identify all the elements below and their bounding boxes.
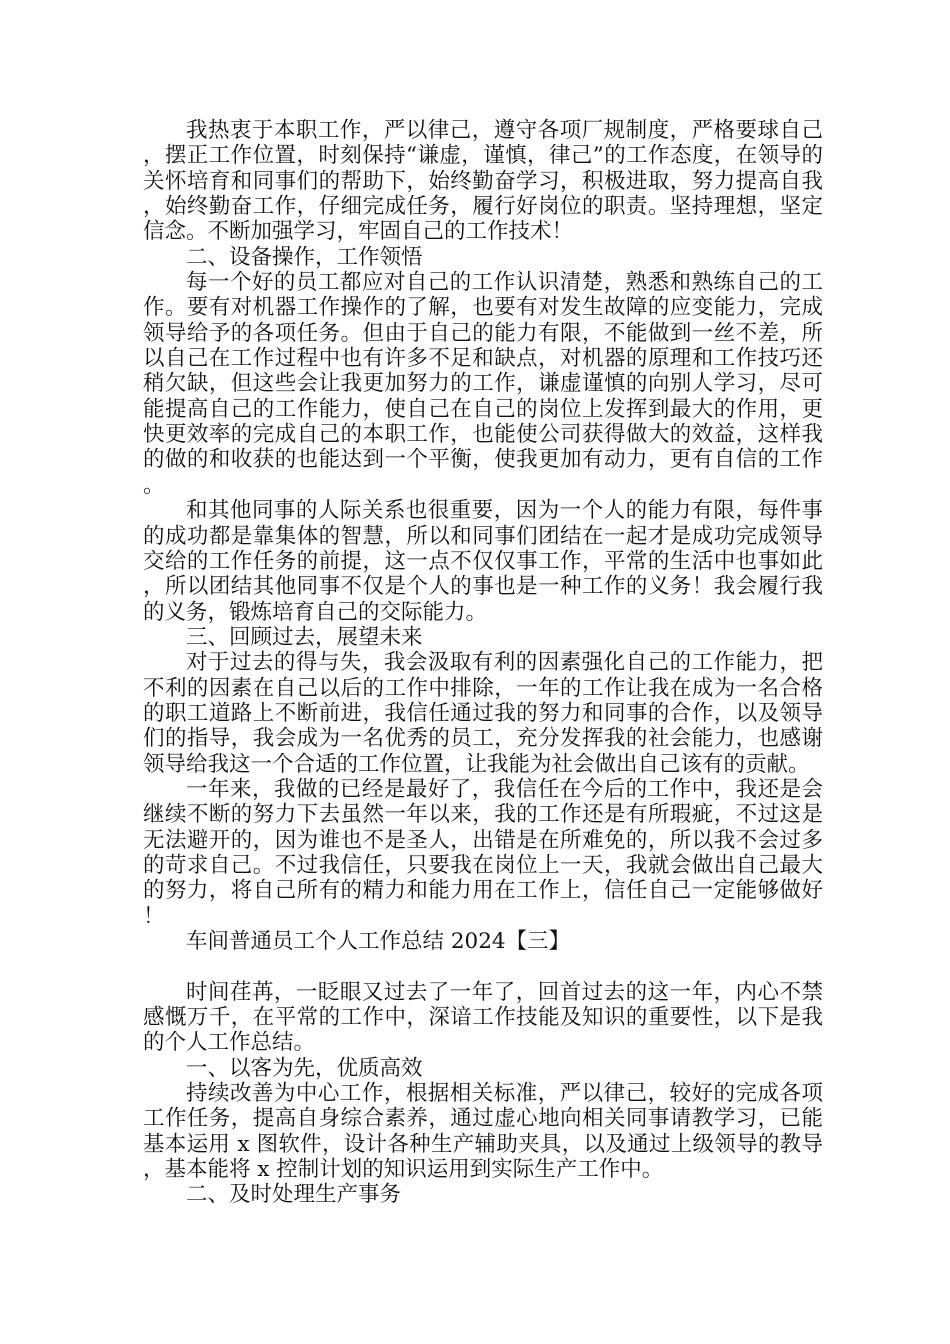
paragraph-continuous-improvement: 持续改善为中心工作，根据相关标准，严以律己，较好的完成各项工作任务，提高自身综合素养，通过虚心地向相关同事请教学习，已能基本运用 x 图软件，设计各种生产辅助夹具，以及通过上级领导的教导，基本能将 x 控制计划的知识运用到实际生产工作中。: [143, 1081, 823, 1183]
section-heading-customer-first: 一、以客为先，优质高效: [186, 1055, 423, 1081]
paragraph-machine-operation: 每一个好的员工都应对自己的工作认识清楚，熟悉和熟练自己的工作。要有对机器工作操作的了解，也要有对发生故障的应变能力，完成领导给予的各项任务。但由于自己的能力有限，不能做到一丝不差，所以自己在工作过程中也有许多不足和缺点，对机器的原理和工作技巧还稍欠缺，但这些会让我更加努力的工作，谦虚谨慎的向别人学习，尽可能提高自己的工作能力，使自己在自己的岗位上发挥到最大的作用，更快更效率的完成自己的本职工作，也能使公司获得做大的效益，这样我的做的和收获的也能达到一个平衡，使我更加有动力，更有自信的工作。: [143, 270, 823, 498]
paragraph-intro: 时间荏苒，一眨眼又过去了一年了，回首过去的这一年，内心不禁感慨万千，在平常的工作中，深谙工作技能及知识的重要性，以下是我的个人工作总结。: [143, 979, 823, 1056]
paragraph-colleague-relations: 和其他同事的人际关系也很重要，因为一个人的能力有限，每件事的成功都是靠集体的智慧，所以和同事们团结在一起才是成功完成领导交给的工作任务的前提，这一点不仅仅事工作，平常的生活中也事如此，所以团结其他同事不仅是个人的事也是一种工作的义务！我会履行我的义务，锻炼培育自己的交际能力。: [143, 498, 823, 625]
paragraph-self-discipline: 我热衷于本职工作，严以律己，遵守各项厂规制度，严格要球自己，摆正工作位置，时刻保持“谦虚，谨慎，律己”的工作态度，在领导的关怀培育和同事们的帮助下，始终勤奋学习，积极进取，努力提高自我，始终勤奋工作，仔细完成任务，履行好岗位的职责。坚持理想，坚定信念。不断加强学习，牢固自己的工作技术！: [143, 118, 823, 245]
document-section-title: 车间普通员工个人工作总结 2024【三】: [186, 929, 571, 954]
section-heading-production-affairs: 二、及时处理生产事务: [186, 1182, 402, 1208]
paragraph-year-summary: 一年来，我做的已经是最好了，我信任在今后的工作中，我还是会继续不断的努力下去虽然一年以来，我的工作还是有所瑕疵，不过这是无法避开的，因为谁也不是圣人，出错是在所难免的，所以我不会过多的苛求自己。不过我信任，只要我在岗位上一天，我就会做出自己最大的努力，将自己所有的精力和能力用在工作上，信任自己一定能够做好！: [143, 776, 823, 929]
section-heading-equipment-operation: 二、设备操作，工作领悟: [186, 244, 423, 270]
paragraph-gains-losses: 对于过去的得与失，我会汲取有利的因素强化自己的工作能力，把不利的因素在自己以后的工作中排除，一年的工作让我在成为一名合格的职工道路上不断前进，我信任通过我的努力和同事的合作，以及领导们的指导，我会成为一名优秀的员工，充分发挥我的社会能力，也感谢领导给我这一个合适的工作位置，让我能为社会做出自己该有的贡献。: [143, 650, 823, 777]
document-page: [143, 118, 823, 1208]
blank-line: [143, 954, 823, 979]
section-heading-review-outlook: 三、回顾过去，展望未来: [186, 624, 423, 650]
